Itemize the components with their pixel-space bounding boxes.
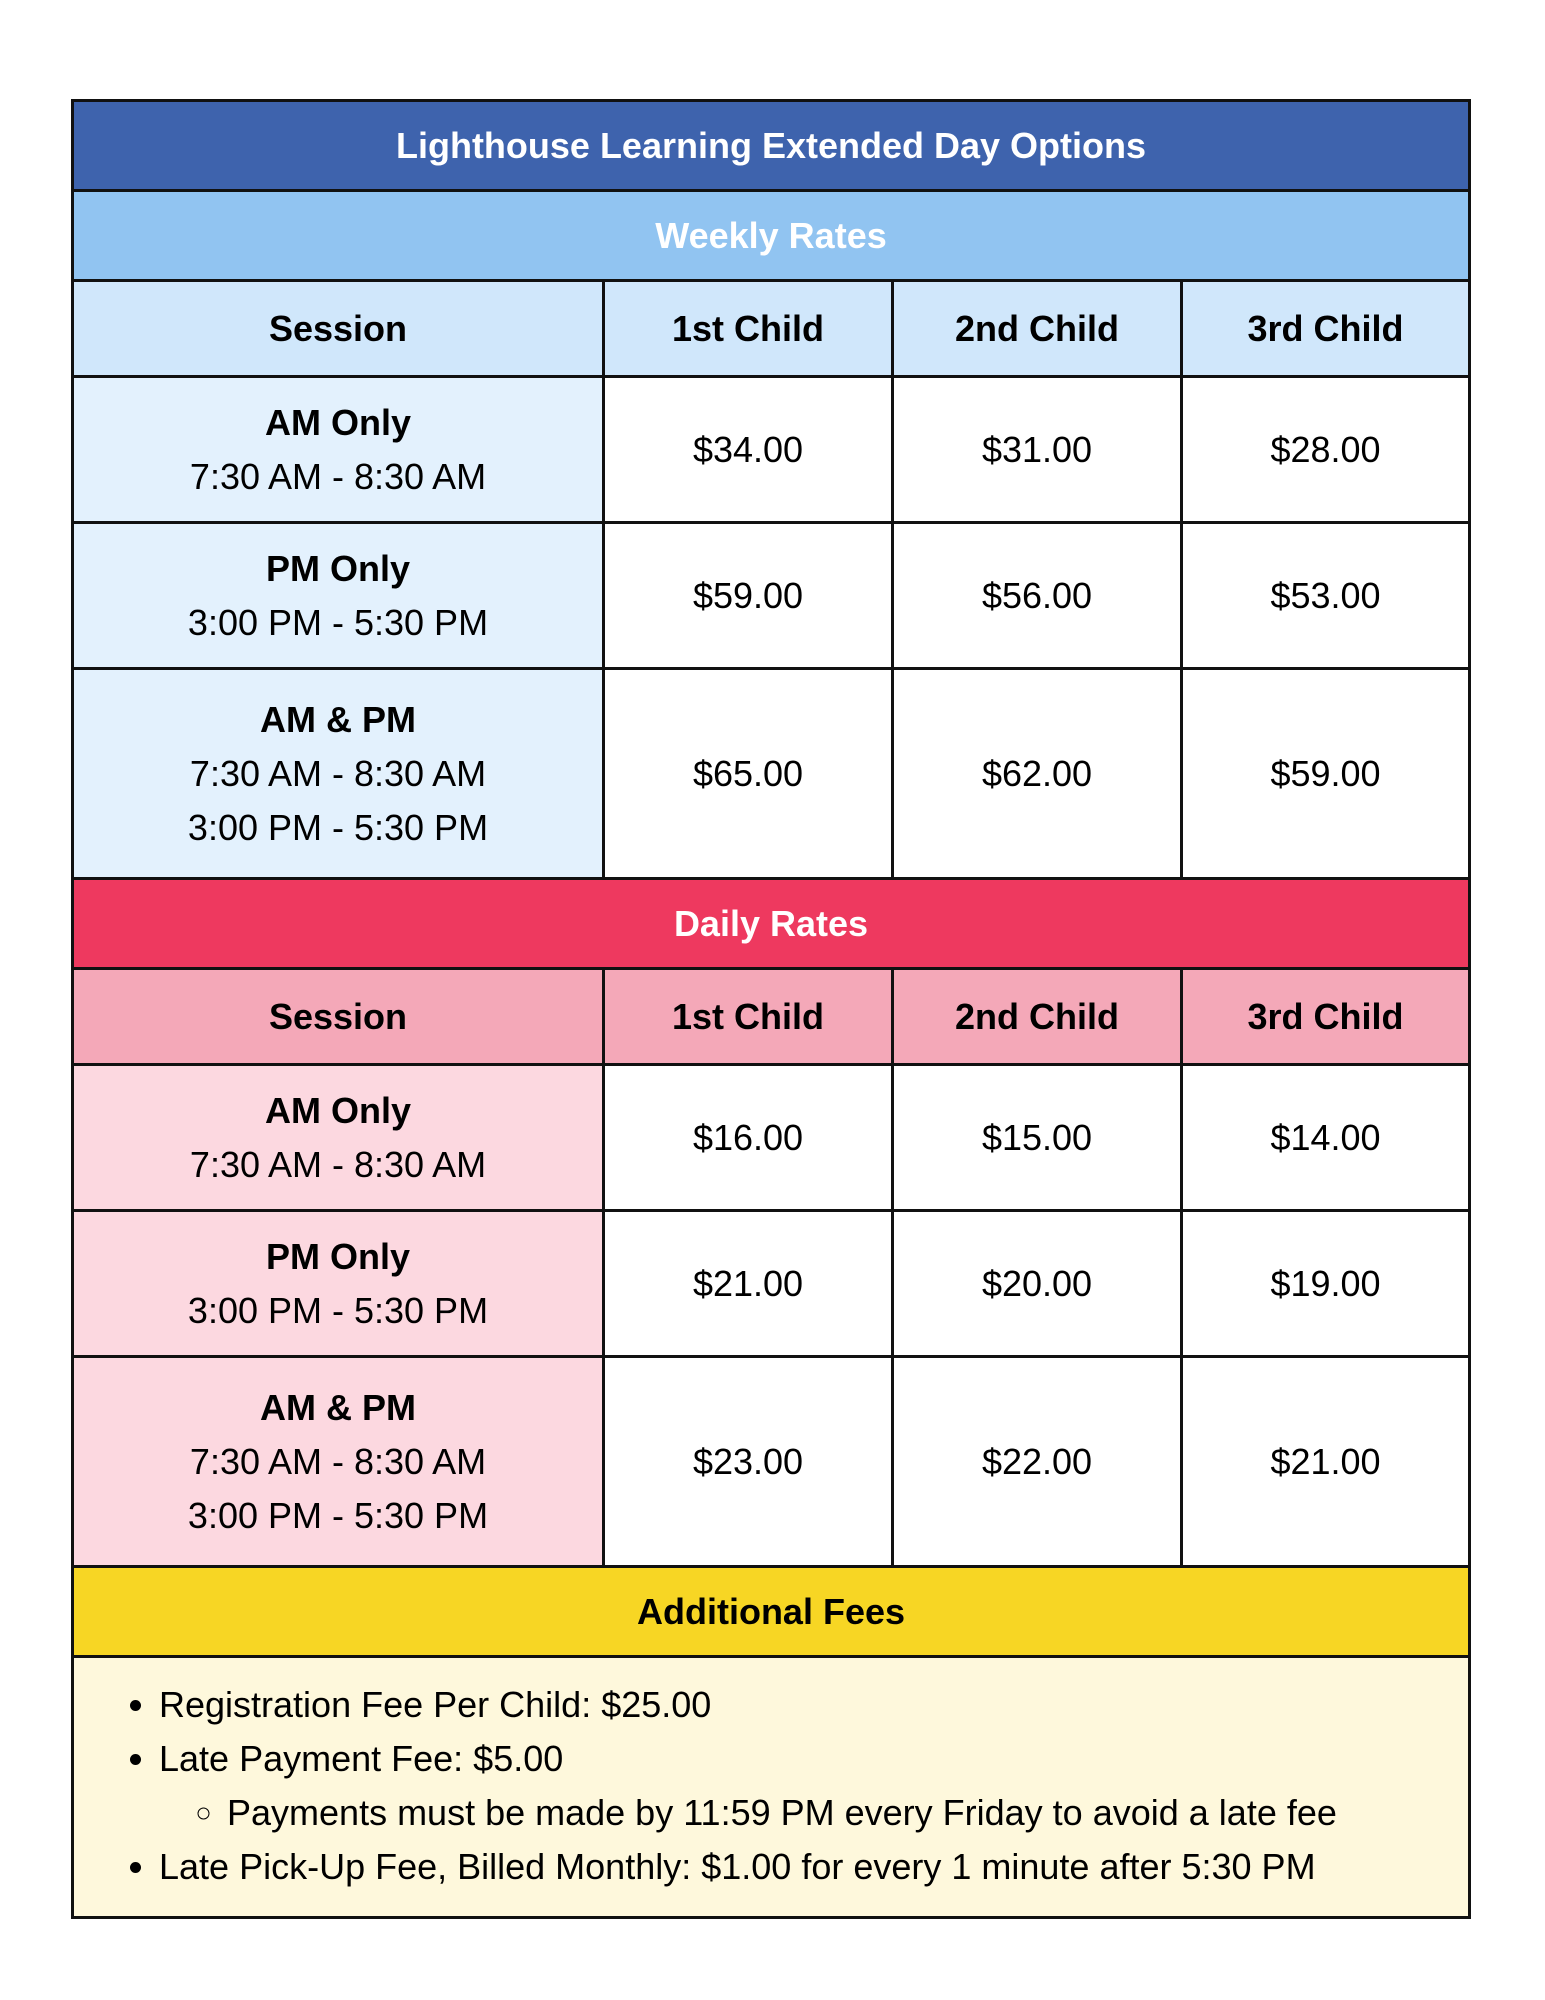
- price-3rd-child: $14.00: [1183, 1066, 1468, 1209]
- list-item: • Registration Fee Per Child: $25.00: [159, 1678, 1428, 1732]
- price-1st-child: $21.00: [605, 1212, 894, 1355]
- session-cell: [74, 1066, 605, 1209]
- session-name: AM Only: [264, 1089, 411, 1131]
- session-cell: [74, 524, 605, 667]
- weekly-header-row: [74, 282, 1468, 378]
- price-3rd-child: $21.00: [1183, 1358, 1468, 1565]
- fees-list-container: [74, 1658, 1468, 1916]
- session-cell: [74, 670, 605, 877]
- weekly-section: [74, 192, 1468, 880]
- price-1st-child: $16.00: [605, 1066, 894, 1209]
- price-1st-child: $65.00: [605, 670, 894, 877]
- price-2nd-child: $15.00: [894, 1066, 1183, 1209]
- price-3rd-child: $28.00: [1183, 378, 1468, 521]
- list-item: ◦ Payments must be made by 11:59 PM every Friday to avoid a late fee: [227, 1786, 1428, 1840]
- header-session: Session: [74, 970, 605, 1063]
- price-2nd-child: $22.00: [894, 1358, 1183, 1565]
- session-name: AM & PM: [260, 698, 416, 740]
- table-row: [74, 1212, 1468, 1358]
- session-time: 7:30 AM - 8:30 AM: [189, 1440, 487, 1482]
- price-1st-child: $23.00: [605, 1358, 894, 1565]
- header-session: Session: [74, 282, 605, 375]
- table-row: [74, 378, 1468, 524]
- header-1st-child: 1st Child: [605, 970, 894, 1063]
- late-payment-sublist: [159, 1786, 1428, 1840]
- table-row: [74, 1066, 1468, 1212]
- header-3rd-child: 3rd Child: [1183, 282, 1468, 375]
- price-2nd-child: $31.00: [894, 378, 1183, 521]
- header-2nd-child: 2nd Child: [894, 970, 1183, 1063]
- session-cell: [74, 1358, 605, 1565]
- daily-rates-heading: Daily Rates: [74, 880, 1468, 970]
- page-title: Lighthouse Learning Extended Day Options: [74, 102, 1468, 192]
- daily-section: [74, 880, 1468, 1568]
- session-cell: [74, 1212, 605, 1355]
- session-time: 3:00 PM - 5:30 PM: [187, 1289, 489, 1331]
- table-row: [74, 670, 1468, 880]
- late-payment-fee: Late Payment Fee: $5.00: [159, 1738, 564, 1779]
- session-name: PM Only: [265, 547, 411, 589]
- session-name: AM & PM: [260, 1386, 416, 1428]
- list-item: [159, 1732, 1428, 1840]
- session-time: 3:00 PM - 5:30 PM: [187, 806, 489, 848]
- header-2nd-child: 2nd Child: [894, 282, 1183, 375]
- session-name: PM Only: [265, 1235, 411, 1277]
- session-time: 7:30 AM - 8:30 AM: [189, 455, 487, 497]
- price-2nd-child: $56.00: [894, 524, 1183, 667]
- session-cell: [74, 378, 605, 521]
- price-3rd-child: $59.00: [1183, 670, 1468, 877]
- price-3rd-child: $53.00: [1183, 524, 1468, 667]
- price-1st-child: $59.00: [605, 524, 894, 667]
- price-2nd-child: $20.00: [894, 1212, 1183, 1355]
- price-1st-child: $34.00: [605, 378, 894, 521]
- fees-list: [114, 1678, 1428, 1894]
- weekly-rates-heading: Weekly Rates: [74, 192, 1468, 282]
- rates-table: [71, 99, 1471, 1919]
- list-item: • Late Pick-Up Fee, Billed Monthly: $1.00 for every 1 minute after 5:30 PM: [159, 1840, 1428, 1894]
- session-time: 3:00 PM - 5:30 PM: [187, 1494, 489, 1536]
- table-row: [74, 524, 1468, 670]
- session-name: AM Only: [264, 401, 411, 443]
- header-1st-child: 1st Child: [605, 282, 894, 375]
- table-row: [74, 1358, 1468, 1568]
- session-time: 7:30 AM - 8:30 AM: [189, 752, 487, 794]
- price-3rd-child: $19.00: [1183, 1212, 1468, 1355]
- additional-fees-heading: Additional Fees: [74, 1568, 1468, 1658]
- daily-header-row: [74, 970, 1468, 1066]
- price-2nd-child: $62.00: [894, 670, 1183, 877]
- session-time: 3:00 PM - 5:30 PM: [187, 601, 489, 643]
- header-3rd-child: 3rd Child: [1183, 970, 1468, 1063]
- session-time: 7:30 AM - 8:30 AM: [189, 1143, 487, 1185]
